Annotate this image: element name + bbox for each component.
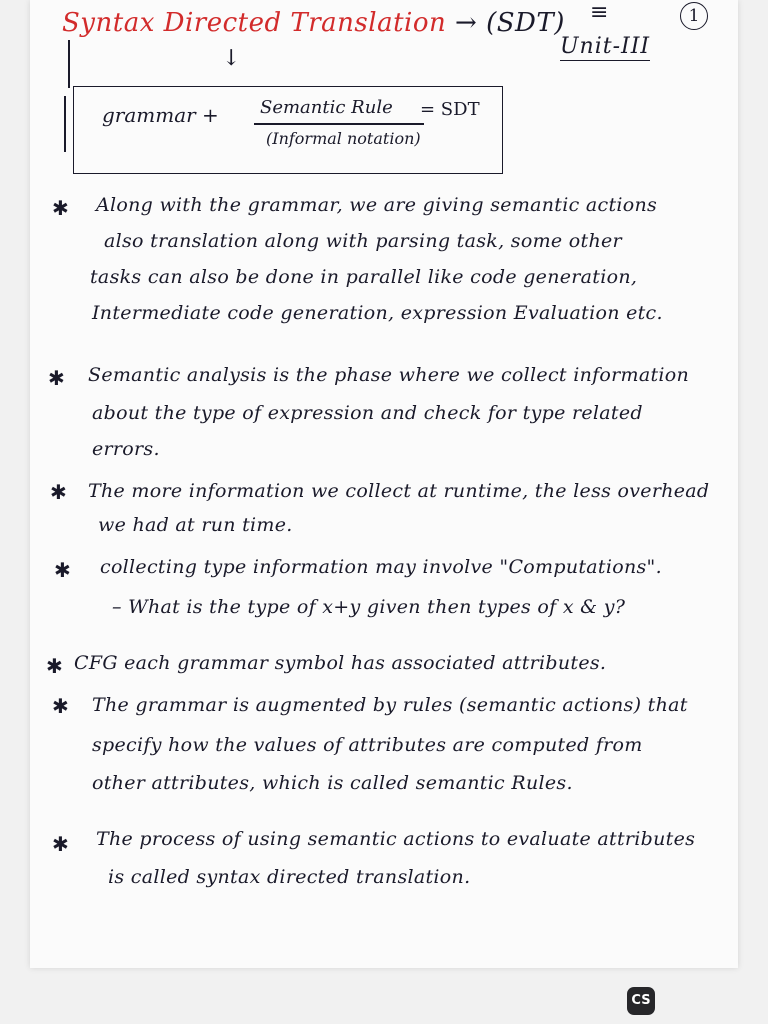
margin-line: [68, 40, 70, 88]
asterisk-icon: ✱: [54, 558, 71, 582]
asterisk-icon: ✱: [52, 694, 69, 718]
page-title: [62, 8, 565, 38]
note-line: collecting type information may involve "Computations".: [100, 556, 662, 578]
title-text: Syntax Directed Translation: [62, 8, 447, 38]
semantic-rule-term: Semantic Rule: [260, 97, 393, 118]
note-line: – What is the type of x+y given then types of x & y?: [112, 596, 626, 618]
asterisk-icon: ✱: [46, 654, 63, 678]
asterisk-icon: ✱: [52, 196, 69, 220]
note-line: The more information we collect at runtime, the less overhead: [88, 480, 710, 502]
title-suffix: → (SDT): [455, 8, 565, 38]
note-line: specify how the values of attributes are computed from: [92, 734, 643, 756]
equivalence-mark: ≡: [590, 0, 609, 25]
note-line: Semantic analysis is the phase where we collect information: [88, 364, 690, 386]
grammar-term: grammar +: [102, 103, 219, 127]
note-line: tasks can also be done in parallel like code generation,: [90, 266, 638, 288]
note-line: is called syntax directed translation.: [108, 866, 471, 888]
camscanner-logo-icon: CS: [627, 987, 655, 1015]
fraction-bar: [254, 123, 424, 125]
note-line: about the type of expression and check for type related: [92, 402, 643, 424]
margin-line: [64, 96, 66, 152]
note-line: also translation along with parsing task, some other: [104, 230, 622, 252]
asterisk-icon: ✱: [48, 366, 65, 390]
informal-notation-note: (Informal notation): [266, 129, 421, 148]
page-number-badge: 1: [680, 2, 708, 30]
note-line: errors.: [92, 438, 160, 460]
unit-label: Unit-III: [560, 34, 651, 59]
note-line: Intermediate code generation, expression Evaluation etc.: [92, 302, 663, 324]
note-line: we had at run time.: [98, 514, 293, 536]
asterisk-icon: ✱: [52, 832, 69, 856]
note-line: Along with the grammar, we are giving semantic actions: [96, 194, 658, 216]
note-line: other attributes, which is called semantic Rules.: [92, 772, 573, 794]
equals-sdt: = SDT: [420, 99, 480, 120]
asterisk-icon: ✱: [50, 480, 67, 504]
definition-box: [73, 86, 503, 174]
note-line: The process of using semantic actions to evaluate attributes: [96, 828, 696, 850]
note-line: The grammar is augmented by rules (semantic actions) that: [92, 694, 688, 716]
note-line: CFG each grammar symbol has associated attributes.: [74, 652, 607, 674]
down-arrow-icon: ↓: [222, 46, 241, 71]
